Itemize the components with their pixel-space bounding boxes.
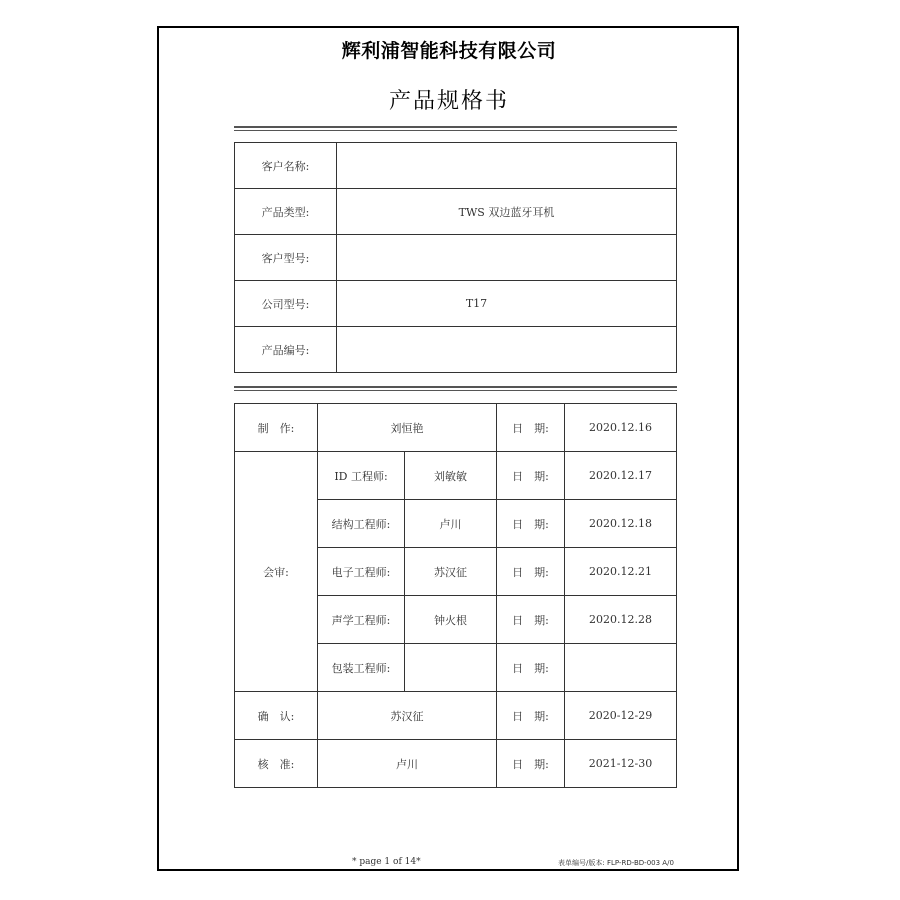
approve-date: 2021-12-30 <box>565 740 677 788</box>
date-label: 日 期: <box>497 644 565 692</box>
reviewer-date: 2020.12.21 <box>565 548 677 596</box>
reviewer-role: 包装工程师: <box>318 644 405 692</box>
divider-top <box>234 126 677 131</box>
table-row <box>235 189 677 235</box>
company-model-label: 公司型号: <box>235 281 337 327</box>
product-info-table <box>234 142 677 373</box>
confirm-name: 苏汉征 <box>318 692 497 740</box>
date-label: 日 期: <box>497 500 565 548</box>
product-number-label: 产品编号: <box>235 327 337 373</box>
date-label: 日 期: <box>497 740 565 788</box>
confirm-date: 2020-12-29 <box>565 692 677 740</box>
company-model-value: T17 <box>337 281 677 327</box>
reviewer-date: 2020.12.17 <box>565 452 677 500</box>
product-type-value: TWS 双边蓝牙耳机 <box>337 189 677 235</box>
reviewer-date: 2020.12.28 <box>565 596 677 644</box>
table-row <box>235 281 677 327</box>
date-label: 日 期: <box>497 452 565 500</box>
reviewer-name: 苏汉征 <box>405 548 497 596</box>
product-type-label: 产品类型: <box>235 189 337 235</box>
product-number-value <box>337 327 677 373</box>
table-row <box>235 327 677 373</box>
customer-model-label: 客户型号: <box>235 235 337 281</box>
customer-model-value <box>337 235 677 281</box>
approval-table <box>234 403 677 788</box>
customer-name-value <box>337 143 677 189</box>
approve-name: 卢川 <box>318 740 497 788</box>
table-row <box>235 692 677 740</box>
customer-name-label: 客户名称: <box>235 143 337 189</box>
make-label: 制 作: <box>235 404 318 452</box>
reviewer-role: 结构工程师: <box>318 500 405 548</box>
reviewer-role: ID 工程师: <box>318 452 405 500</box>
reviewer-role: 声学工程师: <box>318 596 405 644</box>
reviewer-name: 卢川 <box>405 500 497 548</box>
date-label: 日 期: <box>497 548 565 596</box>
table-row <box>235 404 677 452</box>
page-number: * page 1 of 14* <box>352 857 421 867</box>
table-row <box>235 235 677 281</box>
approve-label: 核 准: <box>235 740 318 788</box>
make-date: 2020.12.16 <box>565 404 677 452</box>
reviewer-date: 2020.12.18 <box>565 500 677 548</box>
date-label: 日 期: <box>497 404 565 452</box>
reviewer-role: 电子工程师: <box>318 548 405 596</box>
review-label: 会审: <box>235 452 318 692</box>
reviewer-name <box>405 644 497 692</box>
form-number: 表单编号/版本: FLP-RD-BD-003 A/0 <box>558 859 674 867</box>
make-name: 刘恒艳 <box>318 404 497 452</box>
date-label: 日 期: <box>497 596 565 644</box>
reviewer-date <box>565 644 677 692</box>
company-name: 辉利浦智能科技有限公司 <box>341 40 557 62</box>
confirm-label: 确 认: <box>235 692 318 740</box>
divider-middle <box>234 386 677 391</box>
table-row <box>235 452 677 500</box>
table-row <box>235 143 677 189</box>
date-label: 日 期: <box>497 692 565 740</box>
reviewer-name: 刘敏敏 <box>405 452 497 500</box>
table-row <box>235 740 677 788</box>
reviewer-name: 钟火根 <box>405 596 497 644</box>
document-title: 产品规格书 <box>388 89 509 114</box>
